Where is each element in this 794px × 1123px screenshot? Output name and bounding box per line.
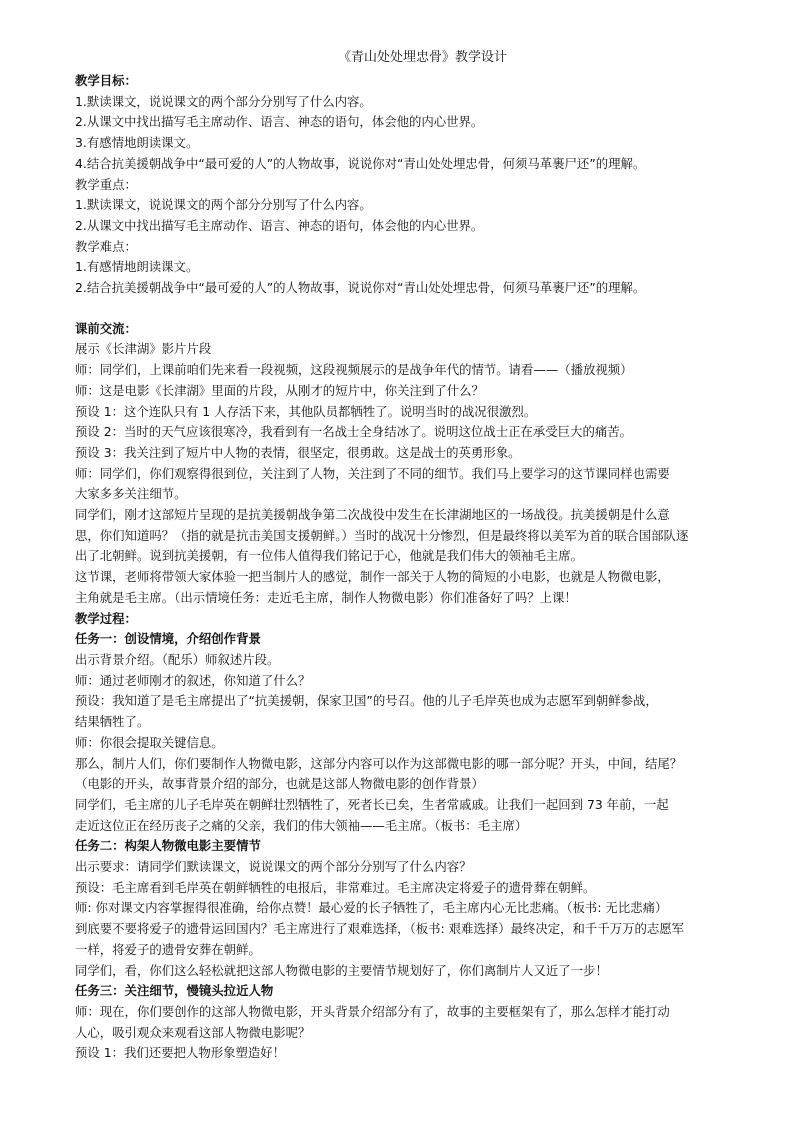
preclass-line: 大家多多关注细节。 (75, 486, 187, 502)
task2-line: 同学们，看，你们这么轻松就把这部人物微电影的主要情节规划好了，你们离制片人又近了一步！ (75, 962, 608, 978)
task1-line: 那么，制片人们，你们要制作人物微电影，这部分内容可以作为这部微电影的哪一部分呢？开头，中间，结尾？ (75, 755, 683, 771)
task3-heading: 任务三：关注细节，慢镜头拉近人物 (75, 983, 274, 999)
objectives-section (75, 71, 770, 175)
task1-heading: 任务一：创设情境，介绍创作背景 (75, 631, 261, 647)
preclass-section (75, 319, 770, 609)
objectives-heading: 教学目标： (75, 73, 137, 88)
process-section (75, 609, 770, 1064)
preclass-line: 师：同学们，上课前咱们先来看一段视频，这段视频展示的是战争年代的情节。请看——（播放视频） (75, 362, 633, 378)
task2-line: 预设：毛主席看到毛岸英在朝鲜牺牲的电报后，非常难过。毛主席决定将爱子的遗骨葬在朝鲜。 (75, 879, 596, 895)
task2-line: 到底要不要将爱子的遗骨运回国内？毛主席进行了艰难选择，（板书: 艰难选择）最终决定，和千千万万的志愿军 (75, 921, 685, 937)
preclass-line: 出了北朝鲜。说到抗美援朝，有一位伟人值得我们铭记于心，他就是我们伟大的领袖毛主席。 (75, 548, 584, 564)
task1-line: 同学们，毛主席的儿子毛岸英在朝鲜壮烈牺牲了，死者长已矣，生者常戚戚。让我们一起回到 73 年前，一起 (75, 796, 669, 812)
task1-line: 走近这位正在经历丧子之痛的父亲，我们的伟大领袖——毛主席。（板书：毛主席） (75, 817, 528, 833)
task2-line: 一样，将爱子的遗骨安葬在朝鲜。 (75, 941, 261, 957)
task1-line: 出示背景介绍。（配乐）师叙述片段。 (75, 651, 280, 667)
objective-item: 4.结合抗美援朝战争中“最可爱的人”的人物故事，说说你对“青山处处埋忠骨，何须马革裹尸还”的理解。 (75, 155, 646, 171)
task1-line: 师：你很会提取关键信息。 (75, 734, 224, 750)
task3-line: 人心，吸引观众来观看这部人物微电影呢？ (75, 1024, 311, 1040)
task3-line: 师：现在，你们要创作的这部人物微电影，开头背景介绍部分有了，故事的主要框架有了，那么怎样才能打动 (75, 1003, 670, 1019)
task2-line: 出示要求：请同学们默读课文，说说课文的两个部分分别写了什么内容？ (75, 859, 472, 875)
preclass-line: 预设 3：我关注到了短片中人物的表情，很坚定，很勇敢。这是战士的英勇形象。 (75, 444, 521, 460)
key-point-item: 2.从课文中找出描写毛主席动作、语言、神态的语句，体会他的内心世界。 (75, 217, 484, 233)
preclass-line: 同学们，刚才这部短片呈现的是抗美援朝战争第二次战役中发生在长津湖地区的一场战役。抗美援朝是什么意 (75, 507, 670, 523)
task3-line: 预设 1：我们还要把人物形象塑造好！ (75, 1045, 286, 1061)
task1-line: 结果牺牲了。 (75, 714, 150, 730)
objective-item: 1.默读课文，说说课文的两个部分分别写了什么内容。 (75, 93, 372, 109)
preclass-heading: 课前交流： (75, 320, 137, 336)
preclass-line: 这节课，老师将带领大家体验一把当制片人的感觉，制作一部关于人物的简短的小电影，也就是人物微电影， (75, 569, 670, 585)
preclass-line: 思，你们知道吗？（指的就是抗击美国支援朝鲜。）当时的战况十分惨烈，但是最终将以美军为首的联合国部队逐 (75, 527, 689, 543)
preclass-line: 预设 1：这个连队只有 1 人存活下来，其他队员都牺牲了。说明当时的战况很激烈。 (75, 403, 537, 419)
difficulties-section (75, 237, 770, 299)
preclass-line: 展示《长津湖》影片片段 (75, 341, 212, 357)
preclass-line: 主角就是毛主席。（出示情境任务：走近毛主席，制作人物微电影）你们准备好了吗？上课！ (75, 589, 577, 605)
process-heading: 教学过程： (75, 610, 137, 626)
difficulty-item: 1.有感情地朗读课文。 (75, 259, 199, 275)
preclass-line: 师：这是电影《长津湖》里面的片段，从刚才的短片中，你关注到了什么？ (75, 382, 484, 398)
task2-heading: 任务二：构架人物微电影主要情节 (75, 838, 261, 854)
objective-item: 3.有感情地朗读课文。 (75, 135, 199, 151)
key-points-section (75, 175, 770, 237)
difficulties-heading: 教学难点： (75, 238, 137, 254)
document-page (75, 48, 770, 1064)
task1-line: （电影的开头，故事背景介绍的部分，也就是这部人物微电影的创作背景） (75, 776, 484, 792)
key-point-item: 1.默读课文，说说课文的两个部分分别写了什么内容。 (75, 197, 372, 213)
objective-item: 2.从课文中找出描写毛主席动作、语言、神态的语句，体会他的内心世界。 (75, 114, 484, 130)
preclass-line: 预设 2：当时的天气应该很寒冷，我看到有一名战士全身结冰了。说明这位战士正在承受巨大的痛苦。 (75, 424, 633, 440)
difficulty-item: 2.结合抗美援朝战争中“最可爱的人”的人物故事，说说你对“青山处处埋忠骨，何须马革裹尸还”的理解。 (75, 280, 646, 296)
preclass-line: 师：同学们，你们观察得很到位，关注到了人物，关注到了不同的细节。我们马上要学习的这节课同样也需要 (75, 465, 670, 481)
task2-line: 师: 你对课文内容掌握得很准确，给你点赞！最心爱的长子牺牲了，毛主席内心无比悲痛。（板书: 无比悲痛） (75, 900, 668, 916)
document-title: 《青山处处埋忠骨》教学设计 (337, 50, 507, 65)
key-points-heading: 教学重点： (75, 176, 137, 192)
task1-line: 预设：我知道了是毛主席提出了“抗美援朝，保家卫国”的号召。他的儿子毛岸英也成为志愿军到朝鲜参战， (75, 693, 658, 709)
task1-line: 师：通过老师刚才的叙述，你知道了什么？ (75, 672, 311, 688)
